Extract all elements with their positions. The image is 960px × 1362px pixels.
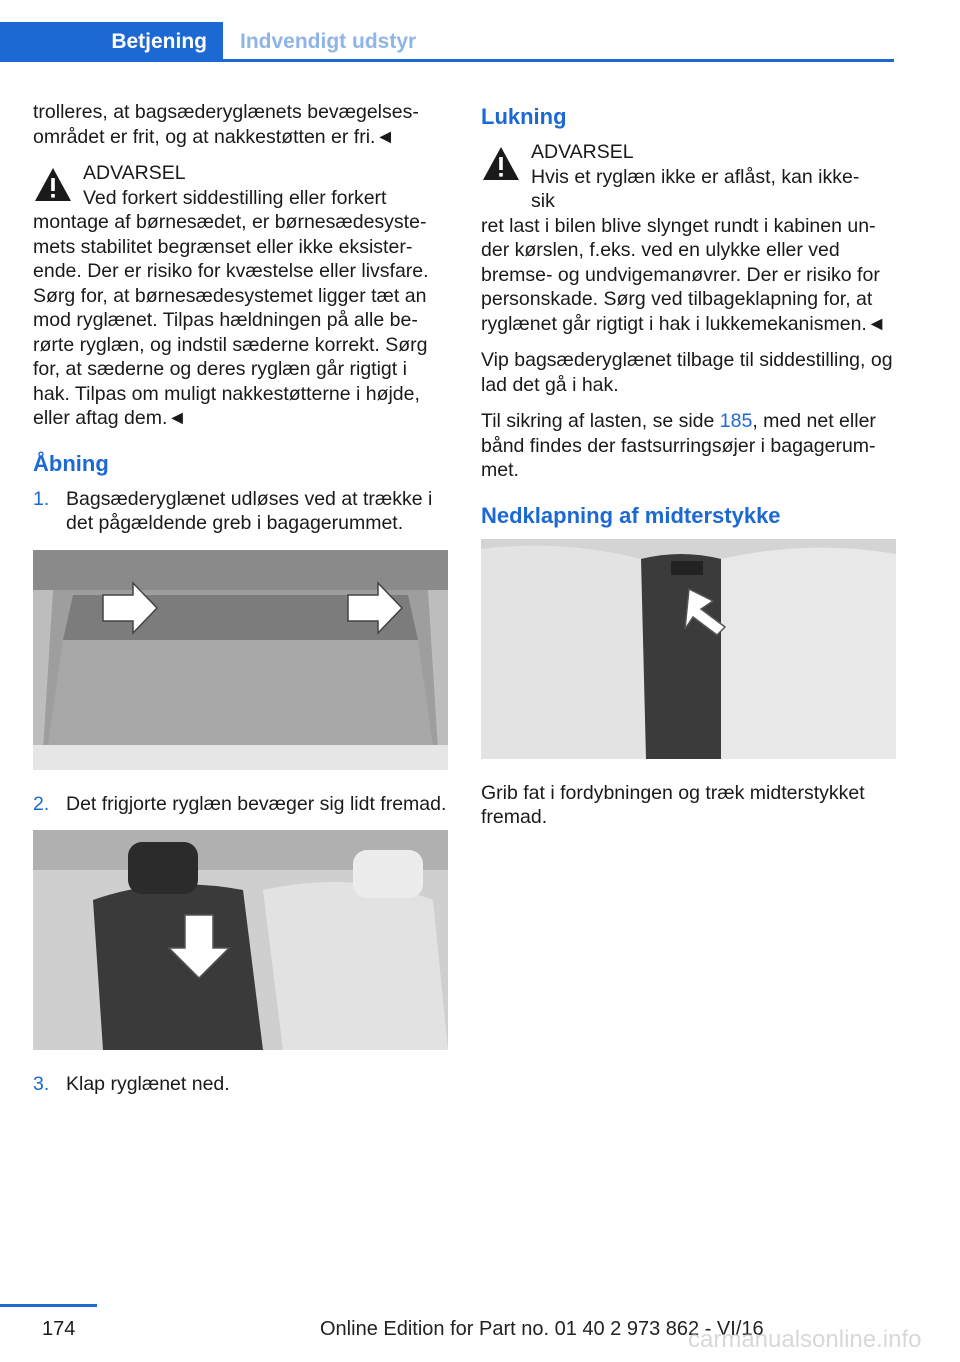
step-text: Klap ryglænet ned.: [66, 1073, 230, 1095]
warning-title: ADVARSEL: [531, 141, 634, 163]
list-item: [33, 1072, 448, 1097]
caption: Grib fat i fordybningen og træk midterstykket fremad.: [481, 781, 865, 828]
trunk-photo: [33, 550, 448, 770]
list-item: [33, 487, 448, 536]
warning-block: [33, 161, 448, 431]
section-heading-lukning: Lukning: [481, 104, 567, 129]
warning-block: [481, 140, 896, 336]
step-number: 3.: [33, 1073, 50, 1095]
header-divider: [0, 59, 894, 62]
seat-backrest-photo: [33, 830, 448, 1050]
left-column: [33, 100, 448, 1111]
tab-indvendigt-udstyr[interactable]: Indvendigt udstyr: [240, 30, 417, 53]
watermark: carmanualsonline.info: [688, 1326, 922, 1353]
list-item: [33, 792, 448, 817]
section-heading-nedklapning: Nedklapning af midterstykke: [481, 502, 781, 528]
page-number: 174: [42, 1318, 76, 1340]
warning-first-line: Hvis et ryglæn ikke er aflåst, kan ikke-sik: [531, 165, 860, 212]
step-text: Bagsæderyglænet udløses ved at trække i det pågældende greb i bagagerummet.: [66, 487, 433, 534]
warning-title: ADVARSEL: [83, 162, 186, 184]
warning-first-line: Ved forkert siddestilling eller forkert: [83, 186, 387, 209]
step-number: 1.: [33, 487, 50, 510]
page-number-divider: [0, 1304, 97, 1307]
header-tabs: [0, 0, 894, 62]
warning-text: ret last i bilen blive slynget rundt i kabinen under kørslen, f.eks. ved en ulykke eller ved bremse- og undvigemanøvrer. Der er risiko for personskade. Sørg ved tilbageklapning for, at ryglænet går rigtigt i hak i lukkemekanismen.◄: [481, 214, 887, 335]
intro-paragraph: trolleres, at bagsæderyglænets bevægelsesområdet er frit, og at nakkestøtten er fri.◄: [33, 101, 419, 148]
tab-betjening[interactable]: Betjening: [0, 22, 223, 62]
step-text: Det frigjorte ryglæn bevæger sig lidt fremad.: [66, 792, 447, 815]
edition-text: Online Edition for Part no. 01 40 2 973 862 - VI/16: [320, 1318, 764, 1340]
step-number: 2.: [33, 792, 50, 815]
center-section-photo: [481, 539, 896, 759]
warning-triangle-icon: [33, 165, 73, 205]
right-column: [481, 100, 896, 842]
paragraph-load-securing: Til sikring af lasten, se side 185, med net eller bånd findes der fastsurringsøjer i bagagerummet.: [481, 410, 876, 481]
warning-text: montage af børnesædet, er børnesædesystemets stabilitet begrænset eller ikke eksisterende. Der er risiko for kvæstelse eller livsfare. Sørg for, at børnesædesystemet ligger tæt an mod ryglænet. Tilpas hældningen på alle berørte ryglæn, og indstil sæderne korrekt. Sørg for, at sæderne og deres ryglæn går rigtigt i hak. Tilpas om muligt nakkestøtterne i højde, eller aftag dem.◄: [33, 211, 429, 429]
paragraph: Vip bagsæderyglænet tilbage til siddestilling, og lad det gå i hak.: [481, 349, 893, 396]
warning-triangle-icon: [481, 144, 521, 184]
page-link[interactable]: 185: [719, 410, 753, 432]
section-heading-aabning: Åbning: [33, 450, 109, 476]
